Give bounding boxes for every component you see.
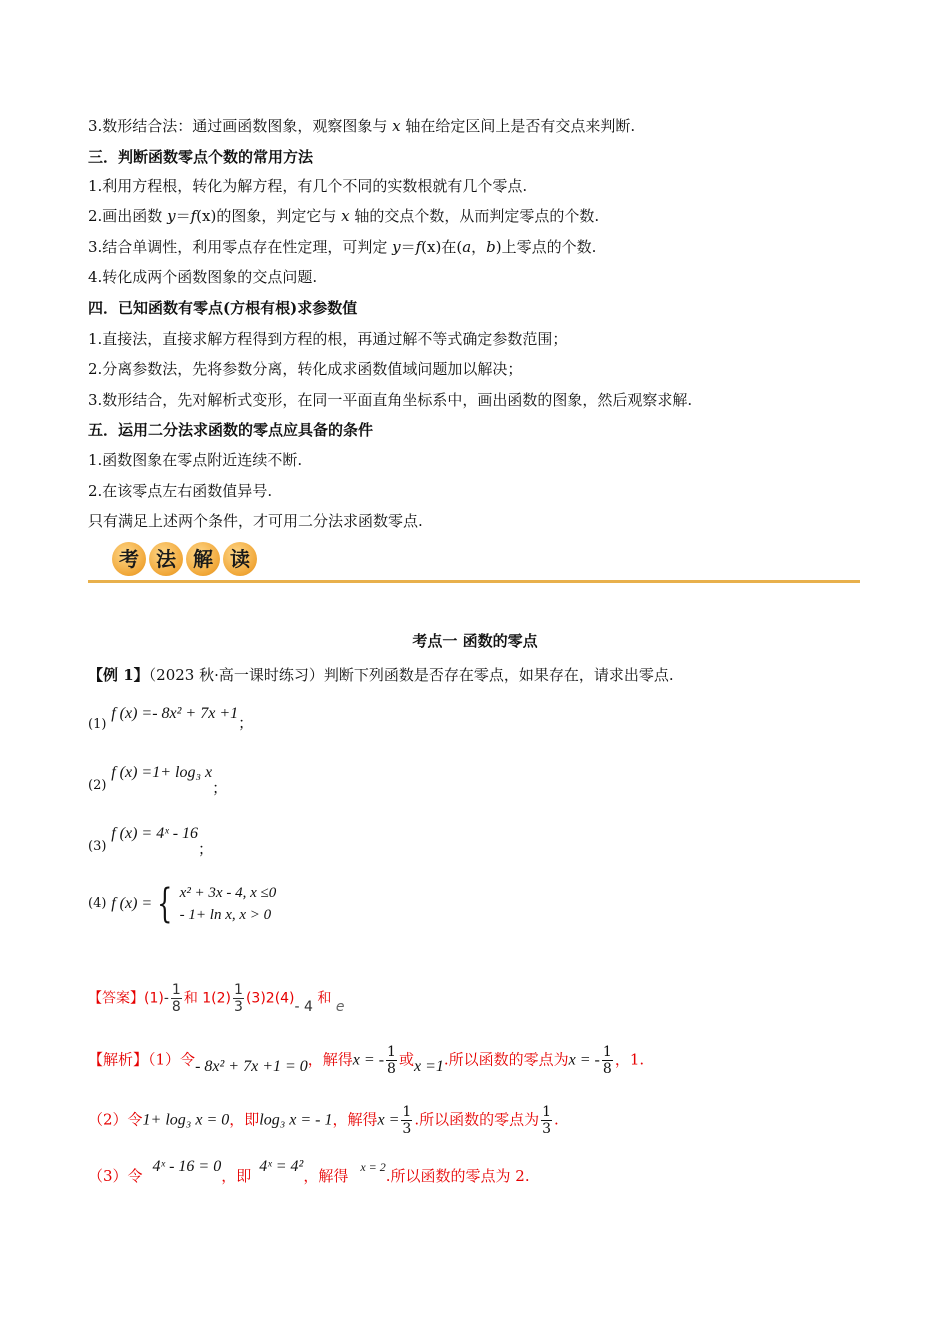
text: ， xyxy=(471,238,487,256)
numerator: 1 xyxy=(387,1044,396,1060)
text: 和 xyxy=(317,990,332,1007)
param-method-3: 3.数形结合，先对解析式变形，在同一平面直角坐标系中，画出函数的图象，然后观察求解. xyxy=(88,391,693,409)
item-number: (3) xyxy=(88,839,107,854)
text: .所以函数的零点为 xyxy=(414,1110,540,1129)
banner-char: 解 xyxy=(186,542,220,576)
param-method-1: 1.直接法，直接求解方程得到方程的根，再通过解不等式确定参数范围； xyxy=(88,330,568,348)
var-e: e xyxy=(335,998,345,1015)
bisection-cond-2: 2.在该零点左右函数值异号. xyxy=(88,482,273,500)
example-source: （2023 秋·高一课时练习）判断下列函数是否存在零点，如果存在，请求出零点. xyxy=(148,666,674,684)
item-number: (1) xyxy=(88,717,107,732)
formula: x = 2 xyxy=(360,1160,386,1174)
formula: f (x) =1+ log₃ x xyxy=(111,764,213,781)
text: 和 1(2) xyxy=(183,990,232,1007)
param-method-2: 2.分离参数法，先将参数分离，转化成求函数值域问题加以解决； xyxy=(88,360,523,378)
text: ，解得 xyxy=(332,1110,378,1129)
formula: x = - xyxy=(568,1051,600,1069)
text: ，解得 xyxy=(303,1167,349,1185)
banner-rule xyxy=(88,580,860,583)
fraction xyxy=(233,982,244,1015)
denominator: 3 xyxy=(234,999,243,1015)
analysis-step-2 xyxy=(88,1104,559,1137)
text: （2）令 xyxy=(88,1110,143,1129)
count-method-4: 4.转化成两个函数图象的交点问题. xyxy=(88,268,318,286)
count-method-3 xyxy=(88,237,596,257)
numerator: 1 xyxy=(171,982,181,998)
formula: 4ˣ - 16 = 0 xyxy=(152,1158,222,1175)
numerator: 1 xyxy=(402,1104,412,1120)
text: .所以函数的零点为 xyxy=(443,1050,569,1069)
text: ； xyxy=(238,714,254,732)
denominator: 8 xyxy=(602,1061,612,1077)
brace-icon: { xyxy=(157,881,173,927)
var-y: y xyxy=(167,207,176,225)
var-b: b xyxy=(486,238,496,256)
formula: 1+ log₃ x = 0 xyxy=(142,1111,230,1129)
var-x: x xyxy=(341,207,350,225)
numerator: 1 xyxy=(234,982,243,998)
example-item-2 xyxy=(88,762,228,797)
text: ； xyxy=(212,779,228,797)
text: - xyxy=(163,990,169,1007)
example-item-3 xyxy=(88,823,214,858)
section-banner xyxy=(88,540,860,586)
text: (3)2(4) xyxy=(245,990,295,1007)
text: 3.结合单调性，利用零点存在性定理，可判定 xyxy=(88,238,393,256)
fraction xyxy=(401,1104,412,1137)
case-2: - 1+ ln x, x > 0 xyxy=(179,907,272,923)
answer-line xyxy=(88,982,344,1015)
banner-char: 法 xyxy=(149,542,183,576)
var-f: f xyxy=(415,238,422,256)
formula: 4ˣ = 4² xyxy=(259,1158,304,1175)
text: 2.画出函数 xyxy=(88,207,168,225)
text: ，1. xyxy=(614,1050,645,1069)
count-method-1: 1.利用方程根，转化为解方程，有几个不同的实数根就有几个零点. xyxy=(88,177,528,195)
formula: f (x) = xyxy=(111,895,153,912)
fraction xyxy=(541,1104,552,1137)
text: 轴在给定区间上是否有交点来判断. xyxy=(400,117,636,135)
formula: f (x) = 4ˣ - 16 xyxy=(111,825,199,842)
text: ＝ xyxy=(400,238,416,256)
text: 或 xyxy=(398,1050,414,1069)
formula: log₃ x = - 1 xyxy=(259,1111,333,1129)
text: （1）令 xyxy=(148,1050,196,1069)
formula: x = xyxy=(377,1111,400,1129)
text: (x)在( xyxy=(421,238,463,256)
text: ，即 xyxy=(221,1167,252,1185)
example-header xyxy=(88,665,674,685)
denominator: 8 xyxy=(387,1061,396,1077)
text: ＝ xyxy=(175,207,191,225)
answer-label: 【答案】 xyxy=(88,990,144,1007)
text: )上零点的个数. xyxy=(495,238,597,256)
example-item-1 xyxy=(88,703,254,732)
count-method-2 xyxy=(88,206,599,226)
var-f: f xyxy=(190,207,197,225)
text: (1) xyxy=(144,990,164,1007)
numerator: 1 xyxy=(602,1044,612,1060)
text: ； xyxy=(198,840,214,858)
banner-char: 读 xyxy=(223,542,257,576)
text: （3）令 xyxy=(88,1167,143,1185)
text: ，解得 xyxy=(307,1050,353,1069)
section-heading-5: 五．运用二分法求函数的零点应具备的条件 xyxy=(88,421,374,439)
text: .所以函数的零点为 2. xyxy=(385,1167,530,1185)
section-heading-3: 三．判断函数零点个数的常用方法 xyxy=(88,148,314,166)
fraction xyxy=(602,1044,613,1077)
method-3-line xyxy=(88,116,635,136)
formula: x =1 xyxy=(413,1057,444,1075)
denominator: 3 xyxy=(402,1121,412,1137)
text: . xyxy=(554,1110,559,1129)
formula: - 8x² + 7x +1 = 0 xyxy=(195,1057,308,1075)
bisection-cond-1: 1.函数图象在零点附近连续不断. xyxy=(88,451,303,469)
formula: x = - xyxy=(352,1051,385,1069)
item-number: (2) xyxy=(88,778,107,793)
text: 轴的交点个数，从而判定零点的个数. xyxy=(349,207,600,225)
denominator: 3 xyxy=(542,1121,552,1137)
analysis-label: 【解析】 xyxy=(88,1050,149,1069)
bisection-summary: 只有满足上述两个条件，才可用二分法求函数零点. xyxy=(88,512,423,530)
text: 3.数形结合法：通过画函数图象，观察图象与 xyxy=(88,117,393,135)
var-y: y xyxy=(392,238,401,256)
numerator: 1 xyxy=(542,1104,552,1120)
var-a: a xyxy=(462,238,472,256)
case-1: x² + 3x - 4, x ≤0 xyxy=(179,885,277,901)
banner-char: 考 xyxy=(112,542,146,576)
fraction xyxy=(386,1044,397,1077)
formula: f (x) =- 8x² + 7x +1 xyxy=(111,705,239,722)
item-number: (4) xyxy=(88,896,107,911)
text: (x)的图象，判定它与 xyxy=(196,207,342,225)
example-label: 【例 1】 xyxy=(88,666,149,684)
fraction xyxy=(171,982,182,1015)
section-heading-4: 四．已知函数有零点(方根有根)求参数值 xyxy=(88,299,358,317)
piecewise-cases xyxy=(180,882,277,926)
section-title: 考点一 函数的零点 xyxy=(412,632,538,650)
analysis-step-3 xyxy=(88,1158,530,1187)
analysis-step-1 xyxy=(88,1044,644,1077)
text: ，即 xyxy=(229,1110,260,1129)
text: - 4 xyxy=(294,998,313,1015)
denominator: 8 xyxy=(171,999,181,1015)
example-item-4 xyxy=(88,882,276,932)
var-x: x xyxy=(392,117,401,135)
